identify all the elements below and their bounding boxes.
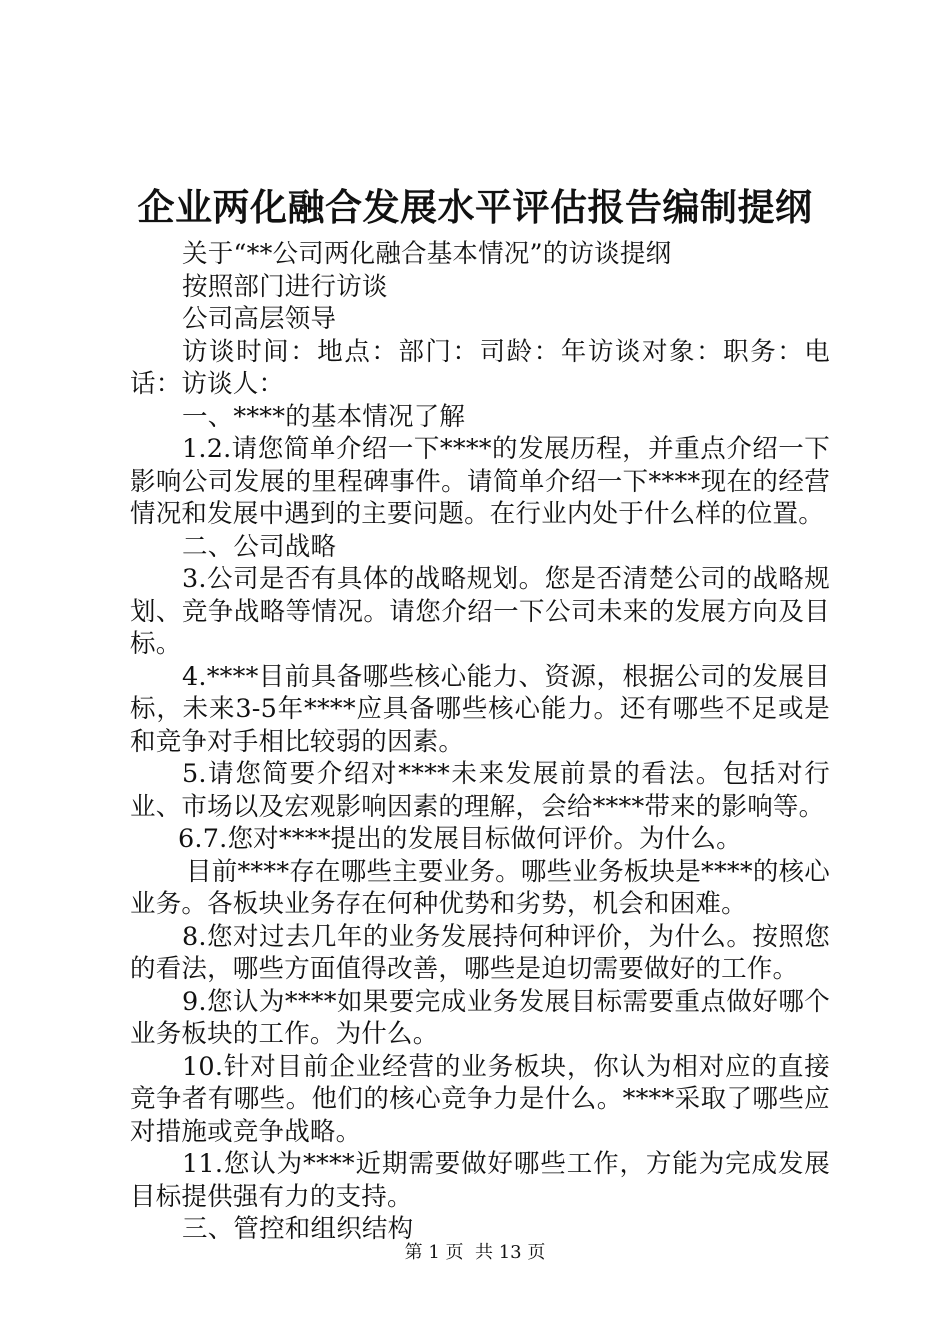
- question-5: 5.请您简要介绍对****未来发展前景的看法。包括对行业、市场以及宏观影响因素的理解，会给****带来的影响等。: [130, 759, 830, 822]
- document-title: 企业两化融合发展水平评估报告编制提纲: [137, 185, 813, 229]
- section-heading-basic-info: 一、****的基本情况了解: [182, 401, 466, 432]
- question-11: 11.您认为****近期需要做好哪些工作，方能为完成发展目标提供强有力的支持。: [130, 1149, 830, 1212]
- question-6-7: 6.7.您对****提出的发展目标做何评价。为什么。: [178, 824, 742, 854]
- question-10: 10.针对目前企业经营的业务板块，你认为相对应的直接竞争者有哪些。他们的核心竞争力是什么。****采取了哪些应对措施或竞争战略。: [130, 1051, 830, 1147]
- page-footer: 第 1 页 共 13 页: [404, 1242, 546, 1263]
- section-heading-governance: 三、管控和组织结构: [182, 1214, 414, 1244]
- paragraph-senior-leaders: 公司高层领导: [182, 304, 337, 334]
- question-3: 3.公司是否有具体的战略规划。您是否清楚公司的战略规划、竞争战略等情况。请您介绍一下公司未来的发展方向及目标。: [130, 564, 830, 659]
- question-1-2: 1.2.请您简单介绍一下****的发展历程，并重点介绍一下影响公司发展的里程碑事件。请简单介绍一下****现在的经营情况和发展中遇到的主要问题。在行业内处于什么样的位置。: [130, 434, 830, 529]
- paragraph-by-department: 按照部门进行访谈: [182, 271, 388, 302]
- paragraph-interview-outline: 关于“**公司两化融合基本情况”的访谈提纲: [182, 239, 672, 269]
- document-body: [130, 238, 830, 1246]
- question-9: 9.您认为****如果要完成业务发展目标需要重点做好哪个业务板块的工作。为什么。: [130, 986, 830, 1049]
- paragraph-interview-fields: 访谈时间：地点：部门：司龄：年访谈对象：职务：电话：访谈人：: [130, 336, 830, 399]
- paragraph-main-business: 目前****存在哪些主要业务。哪些业务板块是****的核心业务。各板块业务存在何种优势和劣势，机会和困难。: [130, 856, 830, 919]
- section-heading-strategy: 二、公司战略: [182, 531, 337, 562]
- question-4: 4.****目前具备哪些核心能力、资源，根据公司的发展目标，未来3-5年****应具备哪些核心能力。还有哪些不足或是和竞争对手相比较弱的因素。: [130, 661, 830, 757]
- question-8: 8.您对过去几年的业务发展持何种评价，为什么。按照您的看法，哪些方面值得改善，哪些是迫切需要做好的工作。: [130, 921, 830, 984]
